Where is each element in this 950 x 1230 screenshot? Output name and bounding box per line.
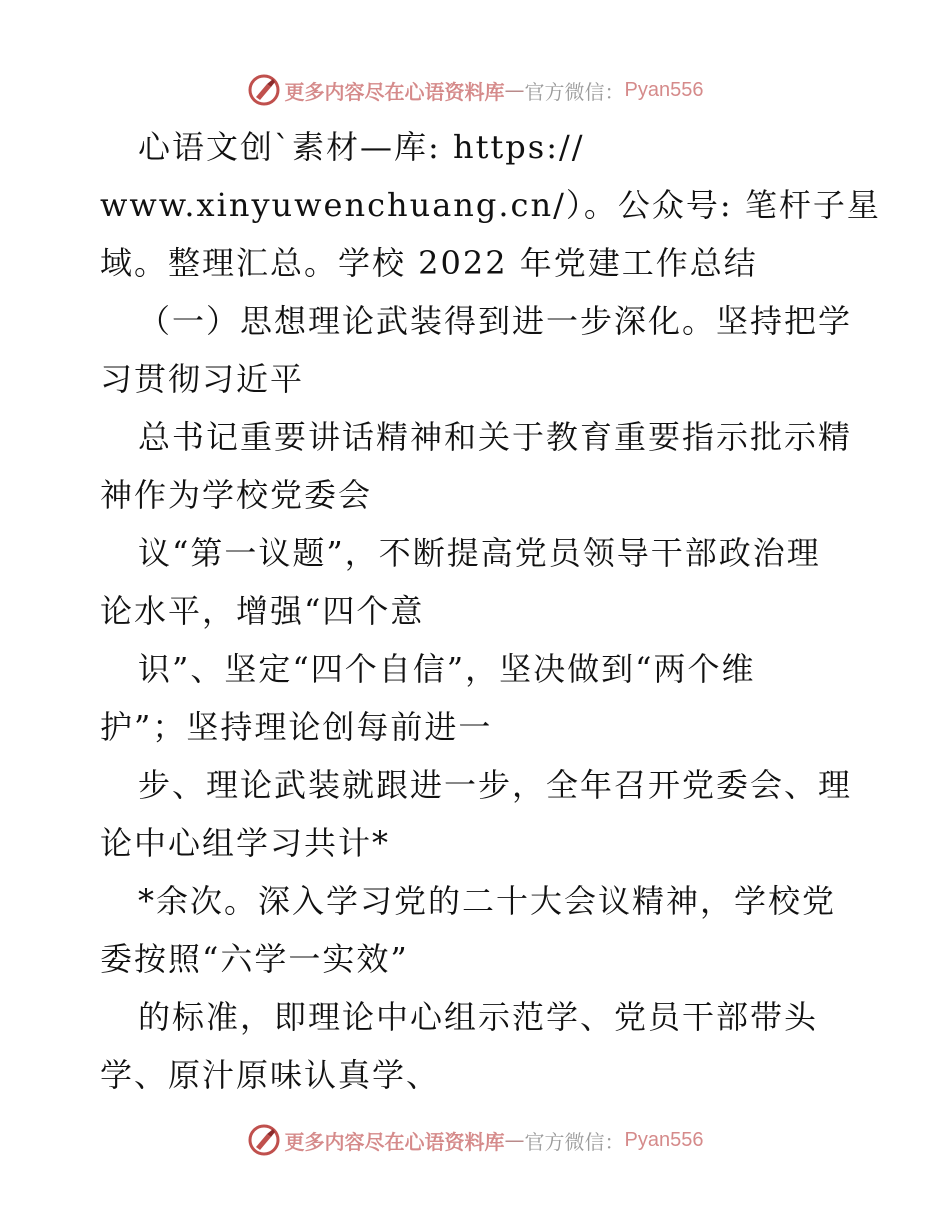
watermark-separator: — [504,1128,525,1152]
watermark-footer [0,1120,950,1160]
text-line: 论水平，增强“四个意 [100,592,425,630]
text-line: 论中心组学习共计* [100,824,391,862]
text-line: 委按照“六学一实效” [100,940,409,978]
brand-logo-icon [247,73,281,107]
watermark-brand: 更多内容尽在心语资料库 [284,79,505,104]
text-line: 心语文创`素材—库: https:// [138,128,585,166]
text-line: 域。整理汇总。学校 2022 年党建工作总结 [100,244,758,282]
watermark-wechat-id: Pyan556 [624,1128,704,1151]
watermark-separator: — [504,78,525,102]
text-line: 议“第一议题”，不断提高党员领导干部政治理 [138,534,821,572]
watermark-header [0,70,950,110]
text-line: *余次。深入学习党的二十大会议精神，学校党 [138,882,837,920]
watermark-wechat-label: 官方微信： [524,1129,625,1154]
text-line: 总书记重要讲话精神和关于教育重要指示批示精 [138,418,853,456]
text-line: 护”；坚持理论创每前进一 [100,708,493,746]
text-line: 习贯彻习近平 [100,360,305,398]
text-line: 神作为学校党委会 [100,476,373,514]
text-line: 步、理论武装就跟进一步，全年召开党委会、理 [138,766,853,804]
watermark-wechat-id: Pyan556 [624,78,704,101]
text-line: 的标准，即理论中心组示范学、党员干部带头 [138,998,819,1036]
document-body [100,118,881,1104]
watermark-brand: 更多内容尽在心语资料库 [284,1129,505,1154]
text-line: （一）思想理论武装得到进一步深化。坚持把学 [138,302,853,340]
text-line: 学、原汁原味认真学、 [100,1056,441,1094]
text-line: 识”、坚定“四个自信”，坚决做到“两个维 [138,650,756,688]
watermark-wechat-label: 官方微信： [524,79,625,104]
text-line: www.xinyuwenchuang.cn/）。公众号: 笔杆子星 [100,186,881,224]
brand-logo-icon [247,1123,281,1157]
